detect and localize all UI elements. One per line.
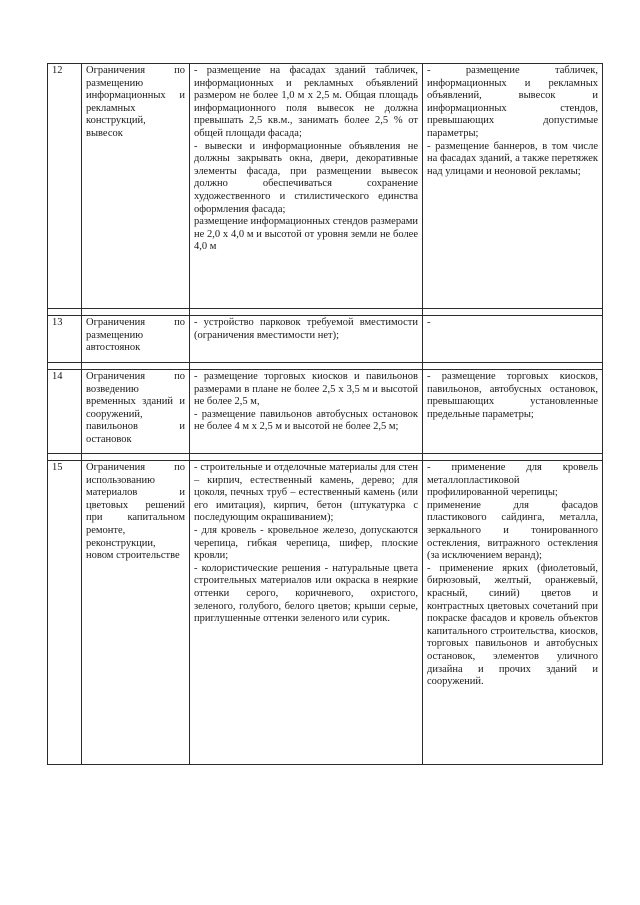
row-spacer	[48, 454, 603, 461]
restriction-name: Ограничения по использованию материалов и цветовых решений при капитальном ремонте, реконструкции, новом строительстве	[82, 461, 190, 765]
restriction-name: Ограничения по размещению автостоянок	[82, 316, 190, 363]
table-row	[48, 64, 603, 309]
allowed-requirements: - строительные и отделочные материалы для стен – кирпич, естественный камень, дерево; для цоколя, печных труб – естественный камень (или его имитация), кирпич, бетон (штукатурка с последующим окрашиванием); - для кровель - кровельное железо, допускаются черепица, гибкая черепица, шифер, плоские кровли; - колористические решения - натуральные цвета строительных материалов или окраска в неяркие оттенки серого, коричневого, охристого, зеленого, голубого, белого цветов; крыши серые, приглушенные оттенки зеленого или сурик.	[190, 461, 423, 765]
table-row	[48, 370, 603, 454]
prohibited-requirements: - размещение табличек, информационных и рекламных объявлений, вывесок и информационных стендов, превышающих допустимые параметры; - размещение баннеров, в том числе на фасадах зданий, а также перетяжек над улицами и неоновой рекламы;	[423, 64, 603, 309]
allowed-requirements: - устройство парковок требуемой вместимости (ограничения вместимости нет);	[190, 316, 423, 363]
row-spacer	[48, 363, 603, 370]
row-number: 15	[48, 461, 82, 765]
table-row	[48, 316, 603, 363]
prohibited-requirements: - применение для кровель металлопластиковой профилированной черепицы; применение для фасадов пластикового сайдинга, металла, зеркального и тонированного остекления, витражного остекления (за исключением веранд); - применение ярких (фиолетовый, бирюзовый, желтый, оранжевый, красный, синий) цветов и контрастных цветовых сочетаний при покраске фасадов и кровель объектов капитального строительства, киосков, торговых павильонов и автобусных остановок, элементов уличного дизайна и прочих зданий и сооружений.	[423, 461, 603, 765]
prohibited-requirements: -	[423, 316, 603, 363]
table-row	[48, 461, 603, 765]
row-number: 13	[48, 316, 82, 363]
row-number: 12	[48, 64, 82, 309]
restriction-name: Ограничения по возведению временных зданий и сооружений, павильонов и остановок	[82, 370, 190, 454]
allowed-requirements: - размещение торговых киосков и павильонов размерами в плане не более 2,5 х 3,5 м и высотой не более 2,5 м, - размещение павильонов автобусных остановок не более 4 м х 2,5 м и высотой не более 2,5 м;	[190, 370, 423, 454]
allowed-requirements: - размещение на фасадах зданий табличек, информационных и рекламных объявлений размером не более 1,0 м х 2,5 м. Общая площадь информационного поля вывесок не должна превышать 2,5 кв.м., занимать более 2,5 % от общей площади фасада; - вывески и информационные объявления не должны закрывать окна, двери, декоративные элементы фасада, при размещении вывесок должно обеспечиваться сохранение художественного и стилистического единства оформления фасада; размещение информационных стендов размерами не 2,0 х 4,0 м и высотой от уровня земли не более 4,0 м	[190, 64, 423, 309]
restrictions-table	[47, 63, 603, 765]
row-number: 14	[48, 370, 82, 454]
restriction-name: Ограничения по размещению информационных и рекламных конструкций, вывесок	[82, 64, 190, 309]
prohibited-requirements: - размещение торговых киосков, павильонов, автобусных остановок, превышающих установленные предельные параметры;	[423, 370, 603, 454]
row-spacer	[48, 309, 603, 316]
